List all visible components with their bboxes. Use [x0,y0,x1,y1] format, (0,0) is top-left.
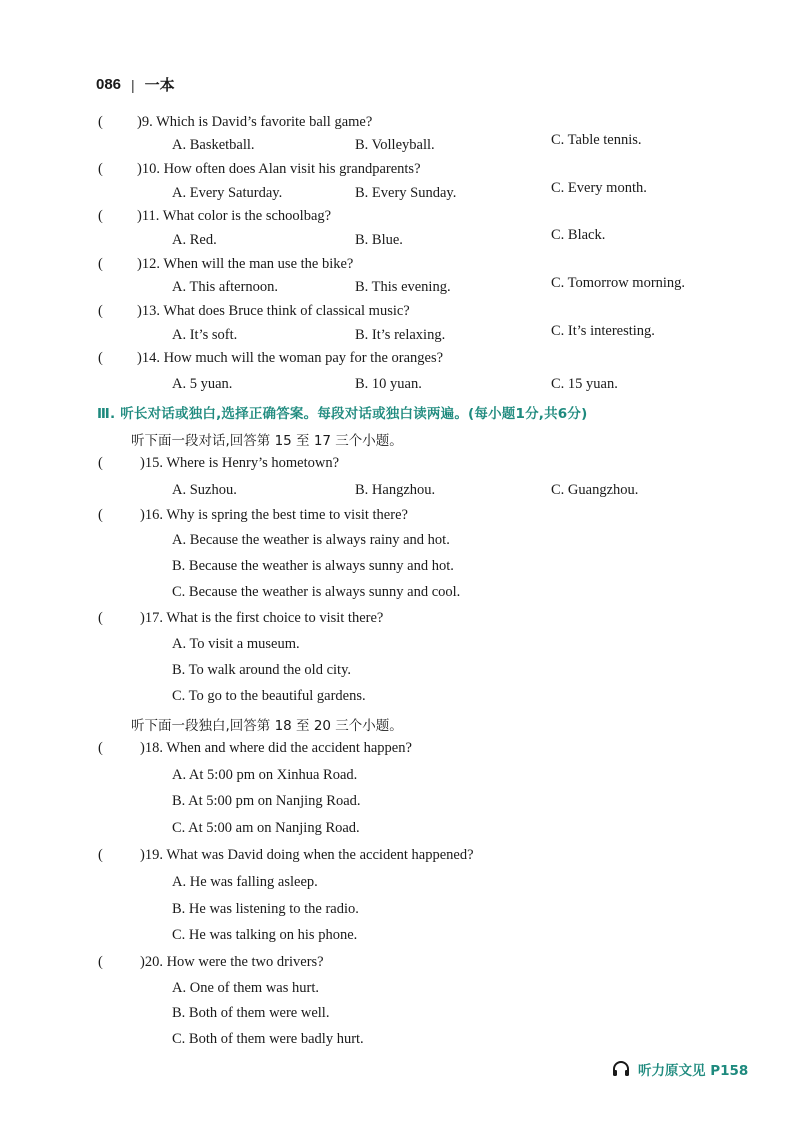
option-a: A. Red. [172,232,217,248]
answer-paren: ( [98,256,103,272]
answer-paren: ( [98,303,103,319]
option-c: C. Because the weather is always sunny and cool. [172,584,461,600]
footer-text: 听力原文见 P158 [638,1063,749,1079]
question-text: )10. How often does Alan visit his grandparents? [137,161,421,177]
answer-paren: ( [98,740,103,756]
option-c: C. At 5:00 am on Nanjing Road. [172,820,360,836]
answer-paren: ( [98,350,103,366]
option-c: C. Guangzhou. [551,482,639,498]
option-c: C. 15 yuan. [551,376,618,392]
question-text: )19. What was David doing when the accident happened? [140,847,474,863]
section-title: Ⅲ. 听长对话或独白,选择正确答案。每段对话或独白读两遍。(每小题1分,共6分) [97,406,588,422]
option-b: B. To walk around the old city. [172,662,351,678]
option-c: C. To go to the beautiful gardens. [172,688,366,704]
question-text: )14. How much will the woman pay for the oranges? [137,350,444,366]
book-name: 一本 [144,76,175,94]
answer-paren: ( [98,114,103,130]
answer-paren: ( [98,507,103,523]
answer-paren: ( [98,161,103,177]
option-b: B. This evening. [355,279,451,295]
option-a: A. Every Saturday. [172,185,283,201]
option-c: C. Both of them were badly hurt. [172,1031,364,1047]
question-text: )18. When and where did the accident happen? [140,740,412,756]
option-b: B. He was listening to the radio. [172,901,359,917]
option-a: A. One of them was hurt. [172,980,319,996]
listening-transcript-reference [612,1059,748,1079]
question-text: )15. Where is Henry’s hometown? [140,455,340,471]
option-b: B. Both of them were well. [172,1005,330,1021]
answer-paren: ( [98,847,103,863]
page-number: 086 [96,76,122,93]
section-instruction: 听下面一段对话,回答第 15 至 17 三个小题。 [131,433,403,449]
option-c: C. Table tennis. [551,132,642,148]
page-header [96,74,175,95]
option-b: B. Because the weather is always sunny and hot. [172,558,454,574]
option-a: A. Because the weather is always rainy and hot. [172,532,450,548]
question-text: )16. Why is spring the best time to visit there? [140,507,408,523]
answer-paren: ( [98,455,103,471]
headphones-icon [612,1061,630,1077]
option-b: B. Every Sunday. [355,185,457,201]
option-a: A. At 5:00 pm on Xinhua Road. [172,767,358,783]
option-a: A. 5 yuan. [172,376,233,392]
option-c: C. He was talking on his phone. [172,927,358,943]
option-a: A. This afternoon. [172,279,279,295]
option-a: A. Suzhou. [172,482,237,498]
question-text: )20. How were the two drivers? [140,954,324,970]
option-c: C. Every month. [551,180,647,196]
answer-paren: ( [98,208,103,224]
question-text: )13. What does Bruce think of classical music? [137,303,410,319]
question-text: )9. Which is David’s favorite ball game? [137,114,373,130]
option-c: C. Black. [551,227,606,243]
header-separator: | [131,76,135,93]
question-text: )12. When will the man use the bike? [137,256,354,272]
option-b: B. Volleyball. [355,137,435,153]
question-text: )11. What color is the schoolbag? [137,208,332,224]
option-c: C. It’s interesting. [551,323,655,339]
question-text: )17. What is the first choice to visit there? [140,610,384,626]
option-b: B. 10 yuan. [355,376,422,392]
option-a: A. He was falling asleep. [172,874,318,890]
option-a: A. It’s soft. [172,327,238,343]
answer-paren: ( [98,610,103,626]
option-b: B. It’s relaxing. [355,327,446,343]
section-instruction: 听下面一段独白,回答第 18 至 20 三个小题。 [131,718,403,734]
option-c: C. Tomorrow morning. [551,275,686,291]
option-a: A. Basketball. [172,137,255,153]
option-b: B. At 5:00 pm on Nanjing Road. [172,793,361,809]
option-b: B. Hangzhou. [355,482,436,498]
option-b: B. Blue. [355,232,403,248]
answer-paren: ( [98,954,103,970]
option-a: A. To visit a museum. [172,636,300,652]
